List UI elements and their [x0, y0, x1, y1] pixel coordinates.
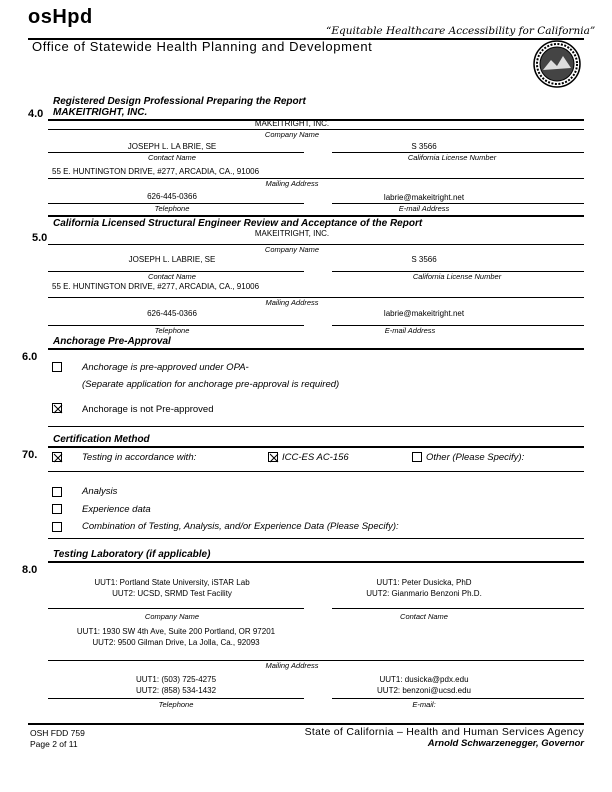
governor-name: Arnold Schwarzenegger, Governor [427, 738, 584, 749]
sec5-company-cap: Company Name [264, 245, 320, 254]
opa-preapproved-label: Anchorage is pre-approved under OPA- [82, 362, 249, 373]
sec5-address-cap: Mailing Address [265, 298, 319, 307]
sec8-number: 8.0 [22, 564, 38, 576]
opa-preapproved-checkbox[interactable] [52, 362, 62, 372]
sec6-title: Anchorage Pre-Approval [53, 336, 171, 347]
sec8-company-2: UUT2: UCSD, SRMD Test Facility [112, 589, 232, 598]
sec5-company: MAKEITRIGHT, INC. [254, 229, 330, 238]
experience-checkbox[interactable] [52, 504, 62, 514]
checked-x-icon [53, 404, 63, 414]
sec7-combination-line [48, 538, 584, 539]
sec7-other-line [48, 471, 584, 472]
sec8-phone-cap: Telephone [158, 700, 194, 709]
sec4-title: Registered Design Professional Preparing the Report [53, 96, 306, 107]
combination-label: Combination of Testing, Analysis, and/or Experience Data (Please Specify): [82, 521, 399, 532]
sec5-email-line [332, 325, 584, 326]
sec8-email-line [332, 698, 584, 699]
testing-label: Testing in accordance with: [82, 452, 197, 463]
sec4-license-cap: California License Number [407, 153, 497, 162]
sec5-top-rule [48, 215, 584, 217]
sec4-company-cap: Company Name [264, 130, 320, 139]
sec8-contact-1: UUT1: Peter Dusicka, PhD [376, 578, 472, 587]
other-label: Other (Please Specify): [426, 452, 525, 463]
sec8-company-cap: Company Name [144, 612, 200, 621]
sec4-contact: JOSEPH L. LA BRIE, SE [127, 142, 217, 151]
icc-es-checkbox[interactable] [268, 452, 278, 462]
sec4-phone-cap: Telephone [154, 204, 190, 213]
checked-x-icon [269, 453, 279, 463]
sec8-contact-2: UUT2: Gianmario Benzoni Ph.D. [366, 589, 482, 598]
sec5-license-cap: California License Number [412, 272, 502, 281]
sec8-phone-2: UUT2: (858) 534-1432 [135, 686, 217, 695]
sec6-number: 6.0 [22, 351, 38, 363]
sec8-email-1: UUT1: dusicka@pdx.edu [379, 675, 469, 684]
combination-checkbox[interactable] [52, 522, 62, 532]
sec8-email-2: UUT2: benzoni@ucsd.edu [377, 686, 471, 695]
analysis-label: Analysis [82, 486, 118, 497]
state-seal-icon [533, 40, 581, 88]
sec5-title: California Licensed Structural Engineer Review and Acceptance of the Report [53, 218, 423, 229]
sec5-phone-cap: Telephone [154, 326, 190, 335]
sec6-bottom-rule [48, 426, 584, 427]
oshpd-logo: osHpd [28, 6, 93, 28]
sec7-title: Certification Method [53, 434, 150, 445]
sec5-email: labrie@makeitright.net [383, 309, 465, 318]
sec5-email-cap: E-mail Address [384, 326, 436, 335]
testing-checkbox[interactable] [52, 452, 62, 462]
sec5-number: 5.0 [32, 232, 48, 244]
sec6-rule [48, 348, 584, 350]
sec8-company-line [48, 608, 304, 609]
sec7-number: 70. [22, 449, 38, 461]
sec8-contact-line [332, 608, 584, 609]
sec5-contact: JOSEPH L. LABRIE, SE [128, 255, 216, 264]
not-preapproved-checkbox[interactable] [52, 403, 62, 413]
sec8-rule [48, 561, 584, 563]
sec7-rule [48, 446, 584, 448]
sec4-license: S 3566 [411, 142, 437, 151]
sec4-address: 55 E. HUNTINGTON DRIVE, #277, ARCADIA, CA., 91006 [52, 167, 260, 176]
page-number: Page 2 of 11 [30, 739, 78, 749]
other-checkbox[interactable] [412, 452, 422, 462]
sec5-license: S 3566 [411, 255, 437, 264]
sec8-address-1: UUT1: 1930 SW 4th Ave, Suite 200 Portland, OR 97201 [76, 627, 276, 636]
sec8-address-2: UUT2: 9500 Gilman Drive, La Jolla, Ca., 92093 [92, 638, 260, 647]
sec4-email-line [332, 203, 584, 204]
sec4-company: MAKEITRIGHT, INC. [254, 119, 330, 128]
sec8-address-cap: Mailing Address [265, 661, 319, 670]
sec4-firm: MAKEITRIGHT, INC. [53, 107, 148, 118]
sec5-contact-cap: Contact Name [148, 272, 196, 281]
sec8-contact-cap: Contact Name [400, 612, 448, 621]
sec4-number: 4.0 [28, 108, 44, 120]
checked-x-icon [53, 453, 63, 463]
sec4-phone: 626-445-0366 [147, 192, 197, 201]
sec8-title: Testing Laboratory (if applicable) [53, 549, 211, 560]
form-number: OSH FDD 759 [30, 728, 85, 738]
slogan: “Equitable Healthcare Accessibility for California” [326, 25, 596, 37]
sec8-email-cap: E-mail: [412, 700, 436, 709]
sec4-address-cap: Mailing Address [265, 179, 319, 188]
analysis-checkbox[interactable] [52, 487, 62, 497]
sec8-phone-line [48, 698, 304, 699]
sec4-contact-cap: Contact Name [148, 153, 196, 162]
office-title: Office of Statewide Health Planning and Development [32, 39, 373, 54]
experience-label: Experience data [82, 504, 151, 515]
footer-rule [28, 723, 584, 725]
sec5-address: 55 E. HUNTINGTON DRIVE, #277, ARCADIA, CA., 91006 [52, 282, 260, 291]
sec4-email-cap: E-mail Address [398, 204, 450, 213]
sec5-phone: 626-445-0366 [147, 309, 197, 318]
agency-name: State of California – Health and Human Services Agency [304, 726, 584, 738]
icc-es-label: ICC-ES AC-156 [282, 452, 349, 463]
sec4-email: labrie@makeitright.net [383, 193, 465, 202]
not-preapproved-label: Anchorage is not Pre-approved [82, 404, 214, 415]
opa-note: (Separate application for anchorage pre-approval is required) [82, 379, 340, 390]
sec8-phone-1: UUT1: (503) 725-4275 [135, 675, 217, 684]
sec8-company-1: UUT1: Portland State University, iSTAR Lab [94, 578, 250, 587]
